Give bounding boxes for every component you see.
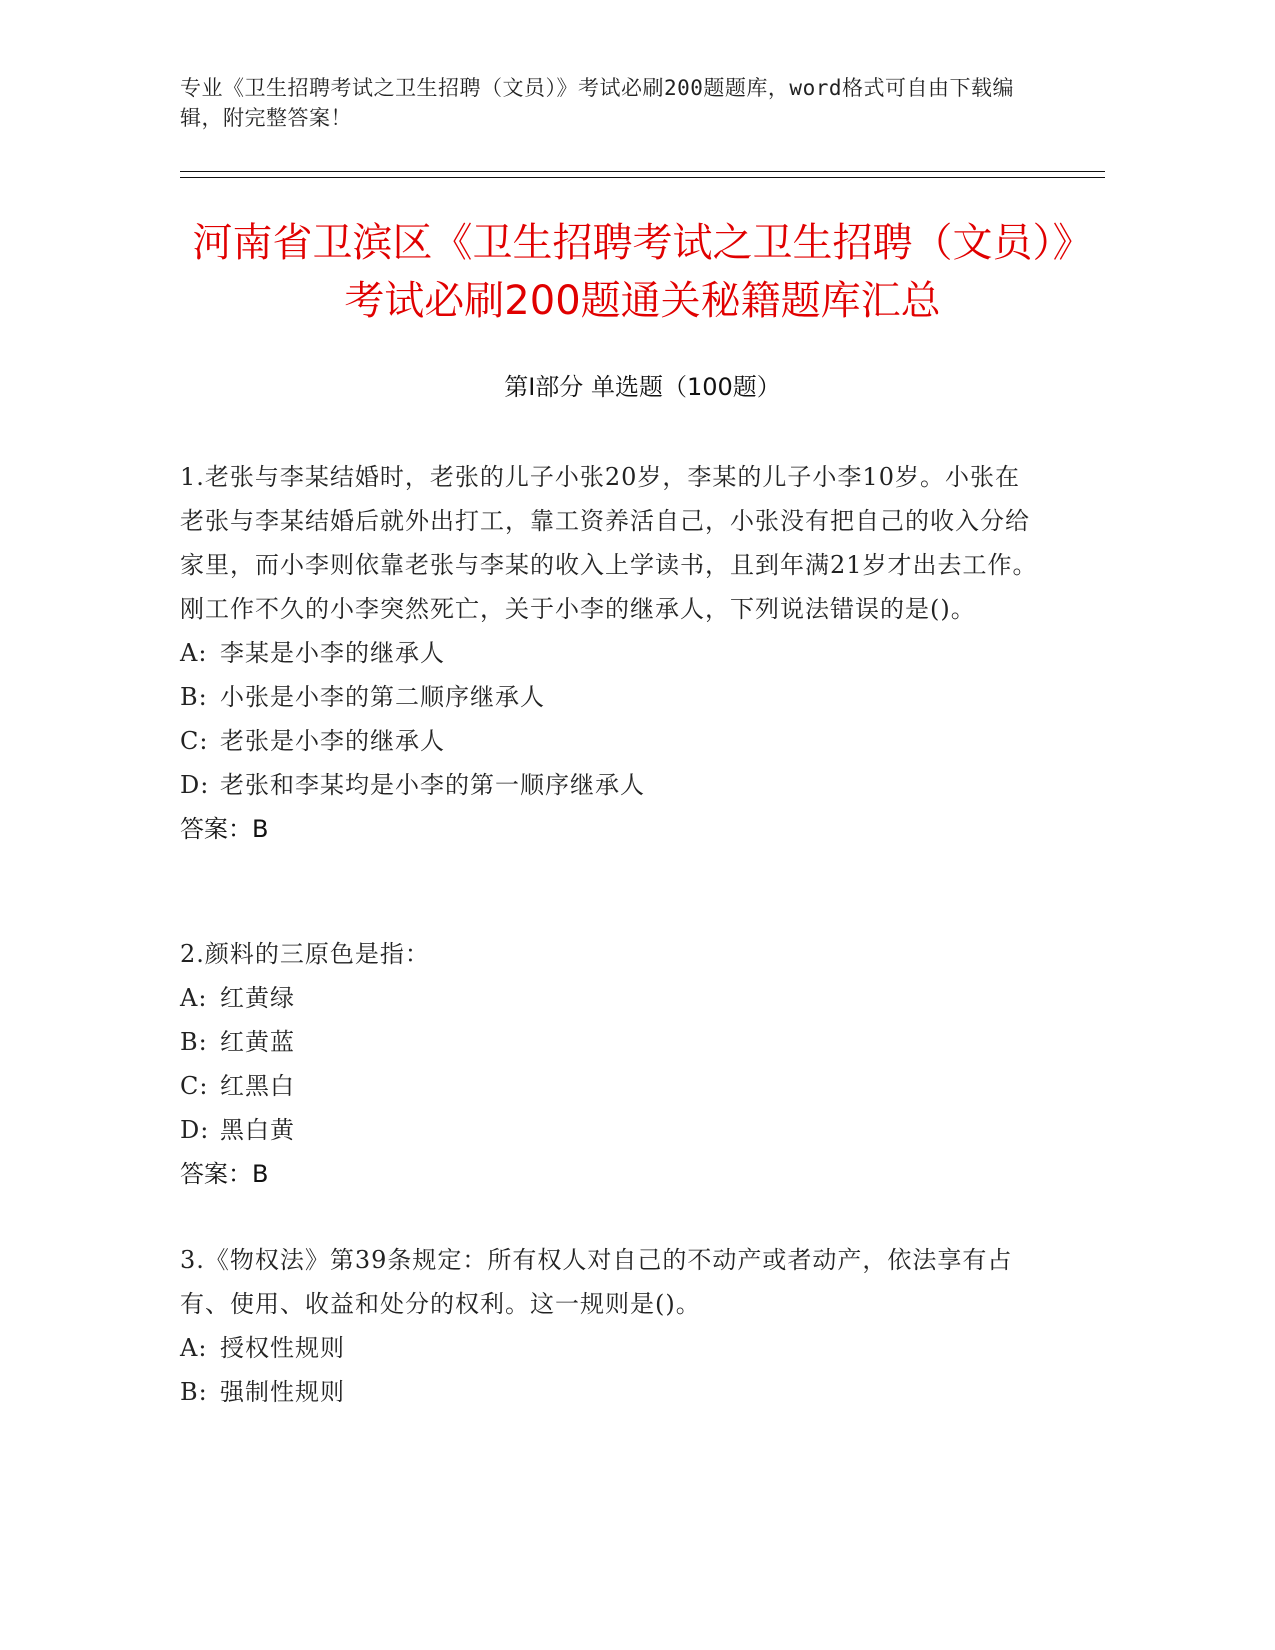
option-letter: A: bbox=[180, 984, 208, 1012]
option-c bbox=[180, 719, 1040, 763]
question-3 bbox=[180, 1238, 1040, 1414]
question-text: 1.老张与李某结婚时，老张的儿子小张20岁，李某的儿子小李10岁。小张在老张与李某结婚后就外出打工，靠工资养活自己，小张没有把自己的收入分给家里，而小李则依靠老张与李某的收入上学读书，且到年满21岁才出去工作。刚工作不久的小李突然死亡，关于小李的继承人，下列说法错误的是()。 bbox=[180, 463, 1038, 623]
option-letter: C: bbox=[180, 727, 209, 755]
option-letter: B: bbox=[180, 683, 208, 711]
option-text: 小张是小李的第二顺序继承人 bbox=[220, 683, 545, 711]
option-text: 红黑白 bbox=[220, 1072, 295, 1100]
option-letter: A: bbox=[180, 1334, 208, 1362]
option-letter: D: bbox=[180, 771, 210, 799]
question-text: 2.颜料的三原色是指： bbox=[180, 940, 430, 968]
option-text: 老张和李某均是小李的第一顺序继承人 bbox=[220, 771, 645, 799]
option-letter: C: bbox=[180, 1072, 209, 1100]
answer-line: 答案：B bbox=[180, 1160, 269, 1188]
question-text: 3.《物权法》第39条规定：所有权人对自己的不动产或者动产，依法享有占有、使用、收益和处分的权利。这一规则是()。 bbox=[180, 1246, 1013, 1318]
option-d bbox=[180, 1108, 1040, 1152]
option-text: 强制性规则 bbox=[220, 1378, 345, 1406]
option-letter: D: bbox=[180, 1116, 210, 1144]
option-a bbox=[180, 631, 1040, 675]
option-text: 黑白黄 bbox=[220, 1116, 295, 1144]
question-1 bbox=[180, 455, 1040, 851]
header-note: 专业《卫生招聘考试之卫生招聘（文员）》考试必刷200题题库，word格式可自由下载编辑，附完整答案！ bbox=[180, 76, 1014, 130]
option-text: 李某是小李的继承人 bbox=[220, 639, 445, 667]
section-title: 第Ⅰ部分 单选题（100题） bbox=[504, 373, 781, 401]
option-b bbox=[180, 1370, 1040, 1414]
option-letter: B: bbox=[180, 1028, 208, 1056]
question-2 bbox=[180, 932, 1040, 1196]
header-rule-bottom bbox=[180, 177, 1105, 178]
option-a bbox=[180, 1326, 1040, 1370]
option-text: 红黄绿 bbox=[220, 984, 295, 1012]
option-text: 授权性规则 bbox=[220, 1334, 345, 1362]
option-text: 老张是小李的继承人 bbox=[220, 727, 445, 755]
answer-line: 答案：B bbox=[180, 815, 269, 843]
option-b bbox=[180, 1020, 1040, 1064]
option-letter: B: bbox=[180, 1378, 208, 1406]
option-b bbox=[180, 675, 1040, 719]
header-rule-top bbox=[180, 171, 1105, 172]
option-a bbox=[180, 976, 1040, 1020]
option-letter: A: bbox=[180, 639, 208, 667]
option-c bbox=[180, 1064, 1040, 1108]
option-text: 红黄蓝 bbox=[220, 1028, 295, 1056]
document-title: 河南省卫滨区《卫生招聘考试之卫生招聘（文员）》考试必刷200题通关秘籍题库汇总 bbox=[192, 220, 1093, 324]
option-d bbox=[180, 763, 1040, 807]
